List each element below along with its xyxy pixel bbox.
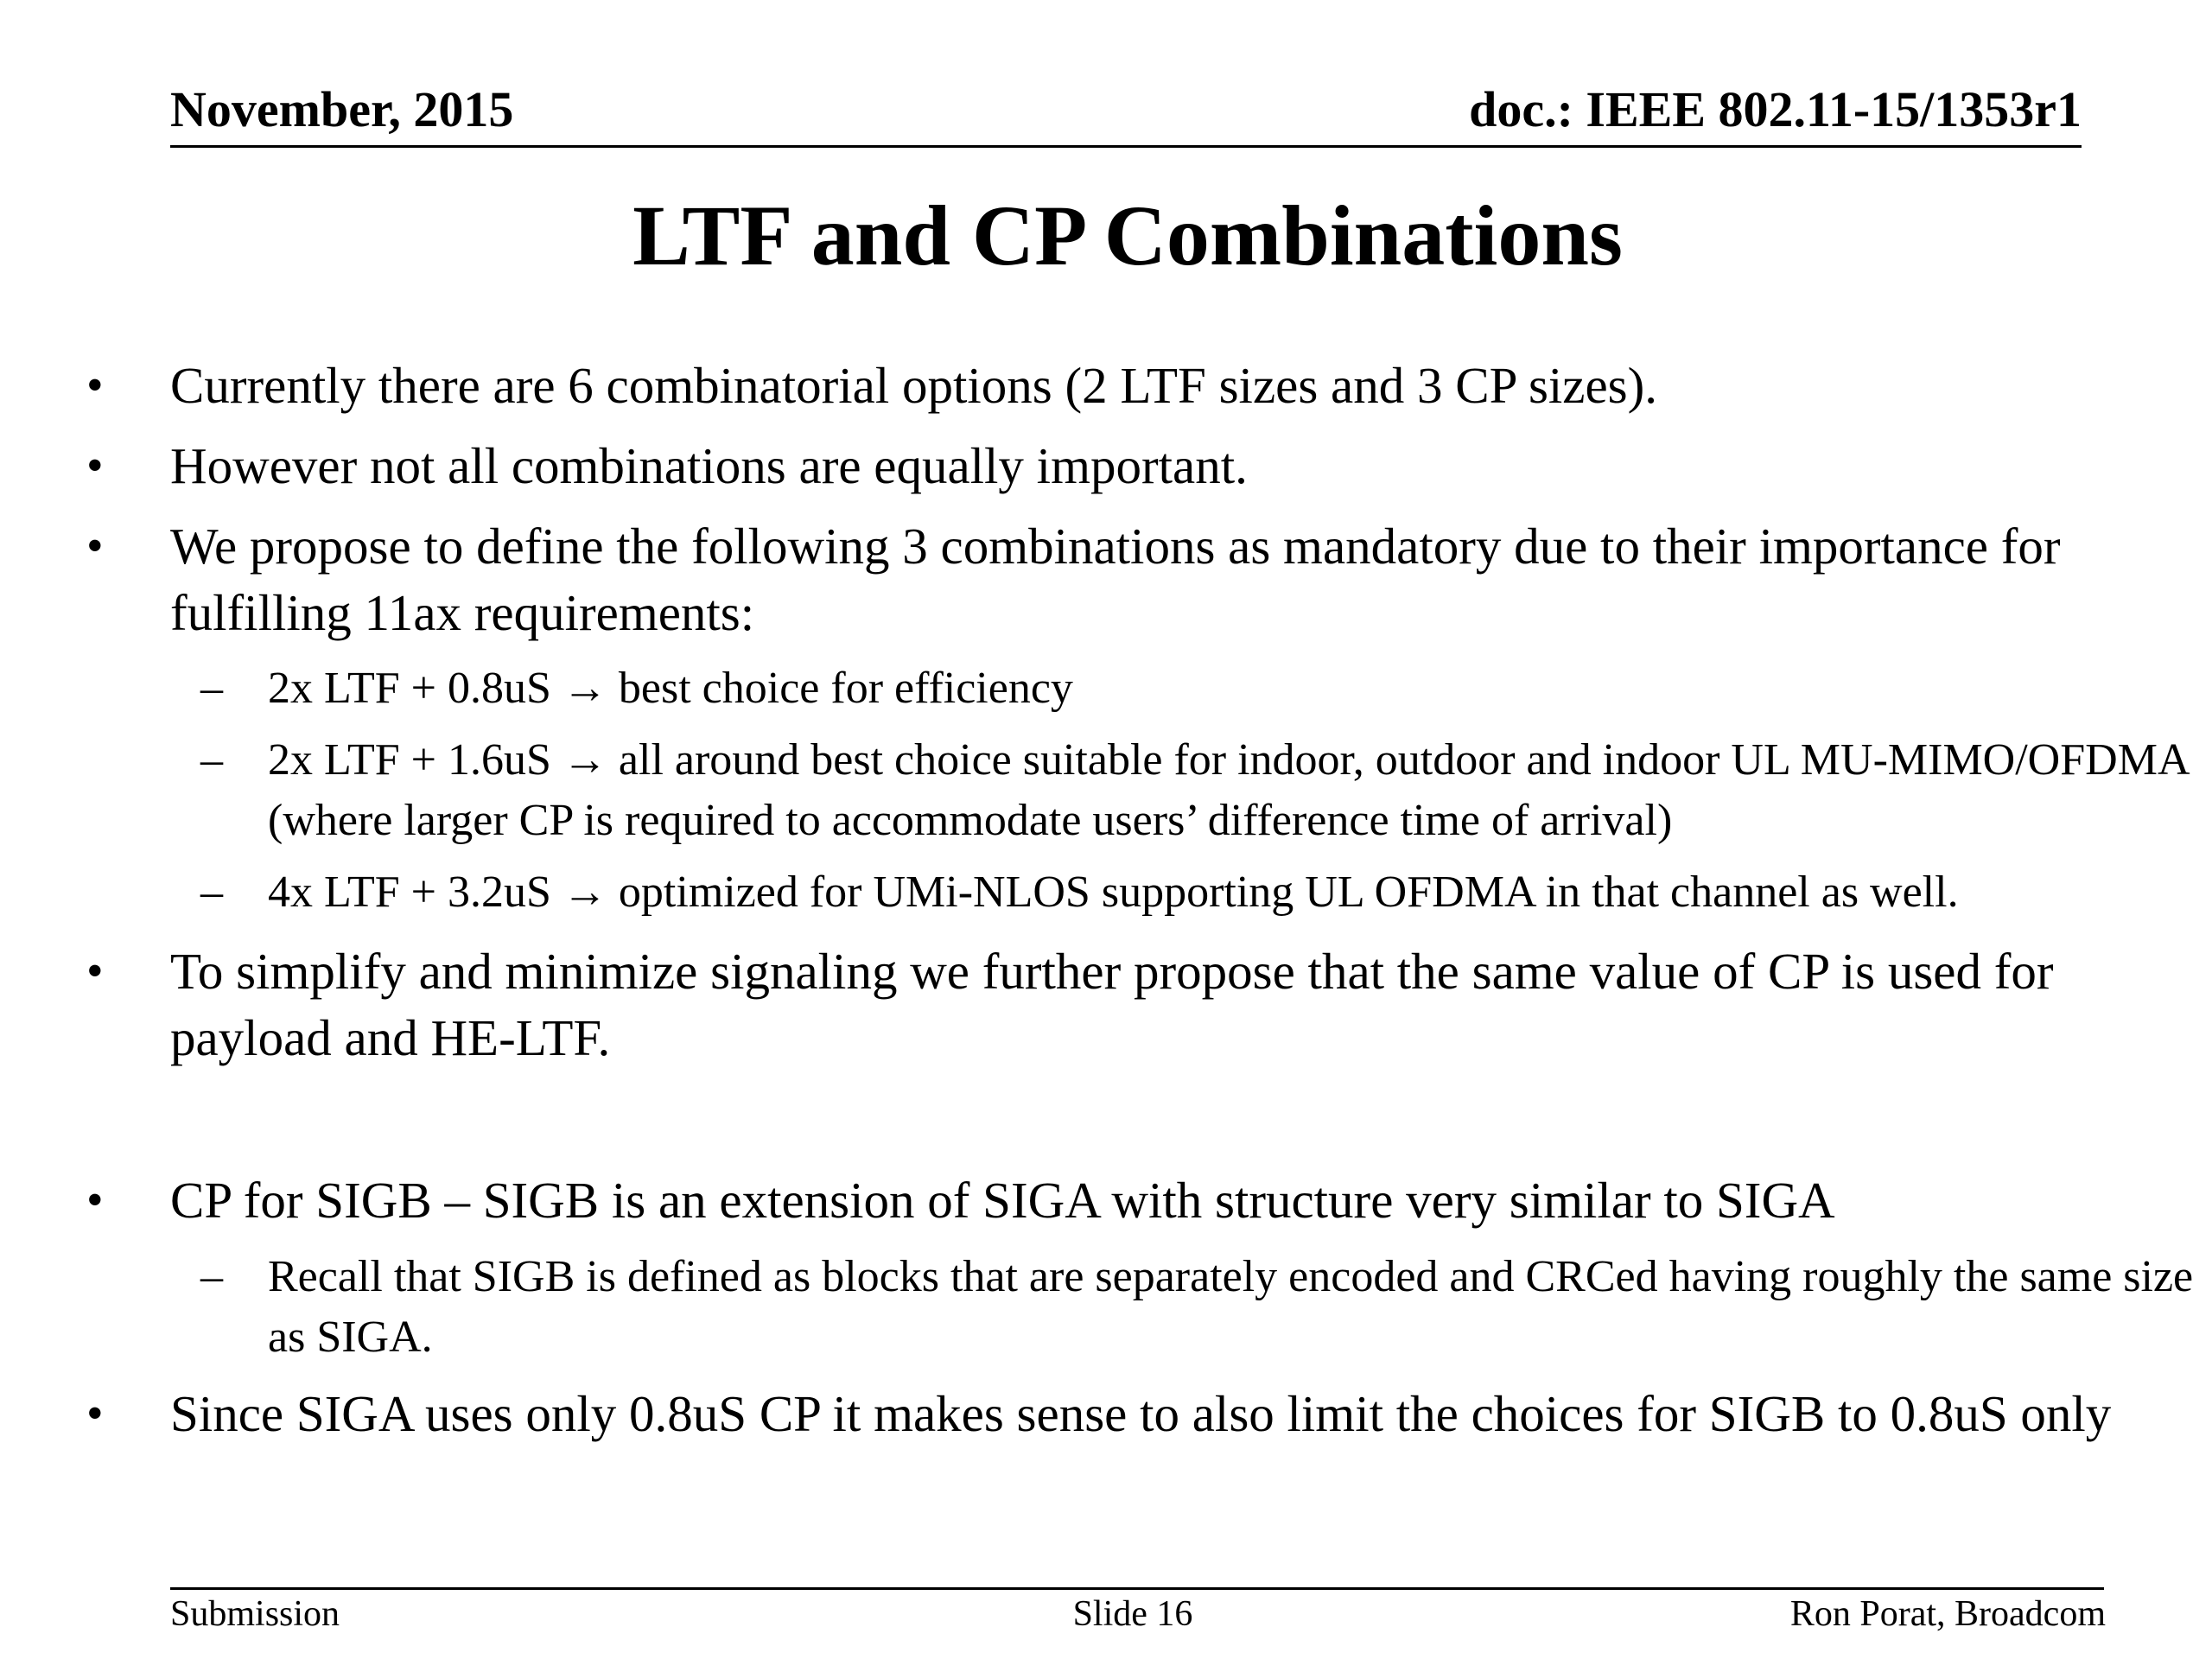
bullet-text: CP for SIGB – SIGB is an extension of SIGA with structure very similar to SIGA (170, 1172, 1835, 1229)
bullet-text: We propose to define the following 3 combinations as mandatory due to their importance for fulfilling 11ax requirements: (170, 518, 2061, 641)
sub-text: Recall that SIGB is defined as blocks that are separately encoded and CRCed having roughly the same size as SIGA. (268, 1252, 2194, 1362)
sub-marker: – (200, 664, 223, 713)
sub-text: 4x LTF + 3.2uS → optimized for UMi-NLOS supporting UL OFDMA in that channel as well. (268, 868, 1959, 917)
bullet-marker: • (86, 1387, 104, 1440)
sub-text: 2x LTF + 0.8uS → best choice for efficiency (268, 664, 1073, 713)
bullet-text: Since SIGA uses only 0.8uS CP it makes sense to also limit the choices for SIGB to 0.8uS only (170, 1385, 2112, 1442)
sub-text: 2x LTF + 1.6uS → all around best choice suitable for indoor, outdoor and indoor UL MU-MIMO/OFDMA (where larger CP is required to accommodate users’ difference time of arrival) (268, 735, 2188, 845)
header-doc-id: doc.: IEEE 802.11-15/1353r1 (1469, 81, 2082, 137)
sub-marker: – (200, 1252, 223, 1301)
bullet-marker: • (86, 439, 104, 493)
bullet-marker: • (86, 1173, 104, 1227)
footer-slide-number: Slide 16 (1072, 1594, 1193, 1634)
bullet-text: To simplify and minimize signaling we further propose that the same value of CP is used for payload and HE-LTF. (170, 943, 2054, 1066)
sub-marker: – (200, 735, 223, 785)
footer-author: Ron Porat, Broadcom (1789, 1594, 2106, 1634)
header-date: November, 2015 (170, 81, 514, 137)
bullet-marker: • (86, 519, 104, 573)
bullet-marker: • (86, 944, 104, 998)
footer-submission: Submission (170, 1594, 340, 1634)
bullet-text: Currently there are 6 combinatorial options (2 LTF sizes and 3 CP sizes). (170, 357, 1658, 414)
bullet-marker: • (86, 359, 104, 412)
bullet-text: However not all combinations are equally important. (170, 437, 1248, 494)
footer-divider (170, 1587, 2104, 1590)
slide-title: LTF and CP Combinations (632, 188, 1623, 283)
sub-marker: – (200, 868, 223, 917)
